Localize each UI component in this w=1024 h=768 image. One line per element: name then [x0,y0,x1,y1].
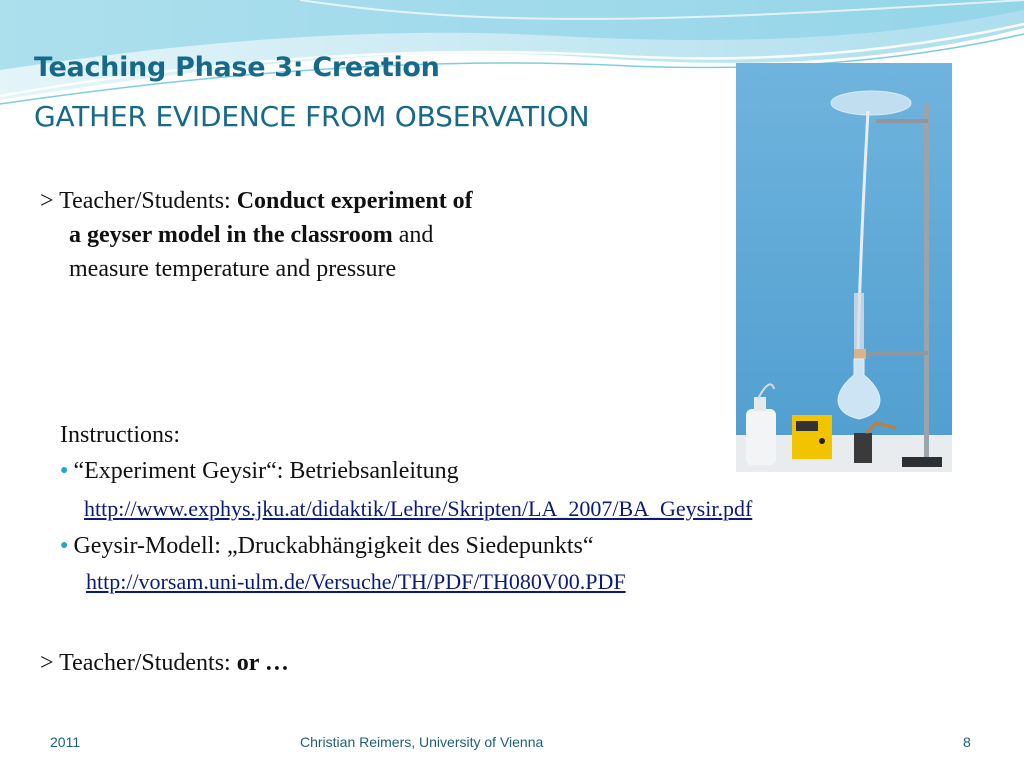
paragraph-line-3: measure temperature and pressure [69,256,397,282]
instructions-heading: Instructions: [60,422,180,448]
bullet-icon: ● [60,538,69,553]
paragraph2-prefix: > Teacher/Students: [40,650,237,676]
instruction-item [60,533,594,560]
paragraph-line-2 [40,218,473,252]
instruction-item [60,458,459,485]
paragraph-bold-2: a geyser model in the classroom [69,222,393,248]
instruction-item-text: Geysir-Modell: „Druckabhängigkeit des Siedepunkts“ [73,533,594,559]
paragraph-prefix: > Teacher/Students: [40,188,237,214]
slide-subtitle: GATHER EVIDENCE FROM OBSERVATION [34,100,590,133]
bullet-icon: ● [60,463,69,478]
geyser-experiment-photo [736,63,952,472]
teacher-students-paragraph [40,184,473,286]
geysir-manual-link[interactable]: http://www.exphys.jku.at/didaktik/Lehre/Skripten/LA_2007/BA_Geysir.pdf [84,496,753,521]
footer-author: Christian Reimers, University of Vienna [300,734,544,750]
teacher-students-or-paragraph [40,646,289,680]
paragraph-suffix: and [392,222,434,248]
instruction-item-text: “Experiment Geysir“: Betriebsanleitung [73,458,459,484]
footer-page-number: 8 [963,734,971,750]
footer-year: 2011 [50,734,81,750]
paragraph-bold-1: Conduct experiment of [236,188,473,214]
paragraph2-bold: or … [236,650,289,676]
slide-title: Teaching Phase 3: Creation [34,52,440,83]
geysir-model-link[interactable]: http://vorsam.uni-ulm.de/Versuche/TH/PDF/TH080V00.PDF [86,569,626,594]
